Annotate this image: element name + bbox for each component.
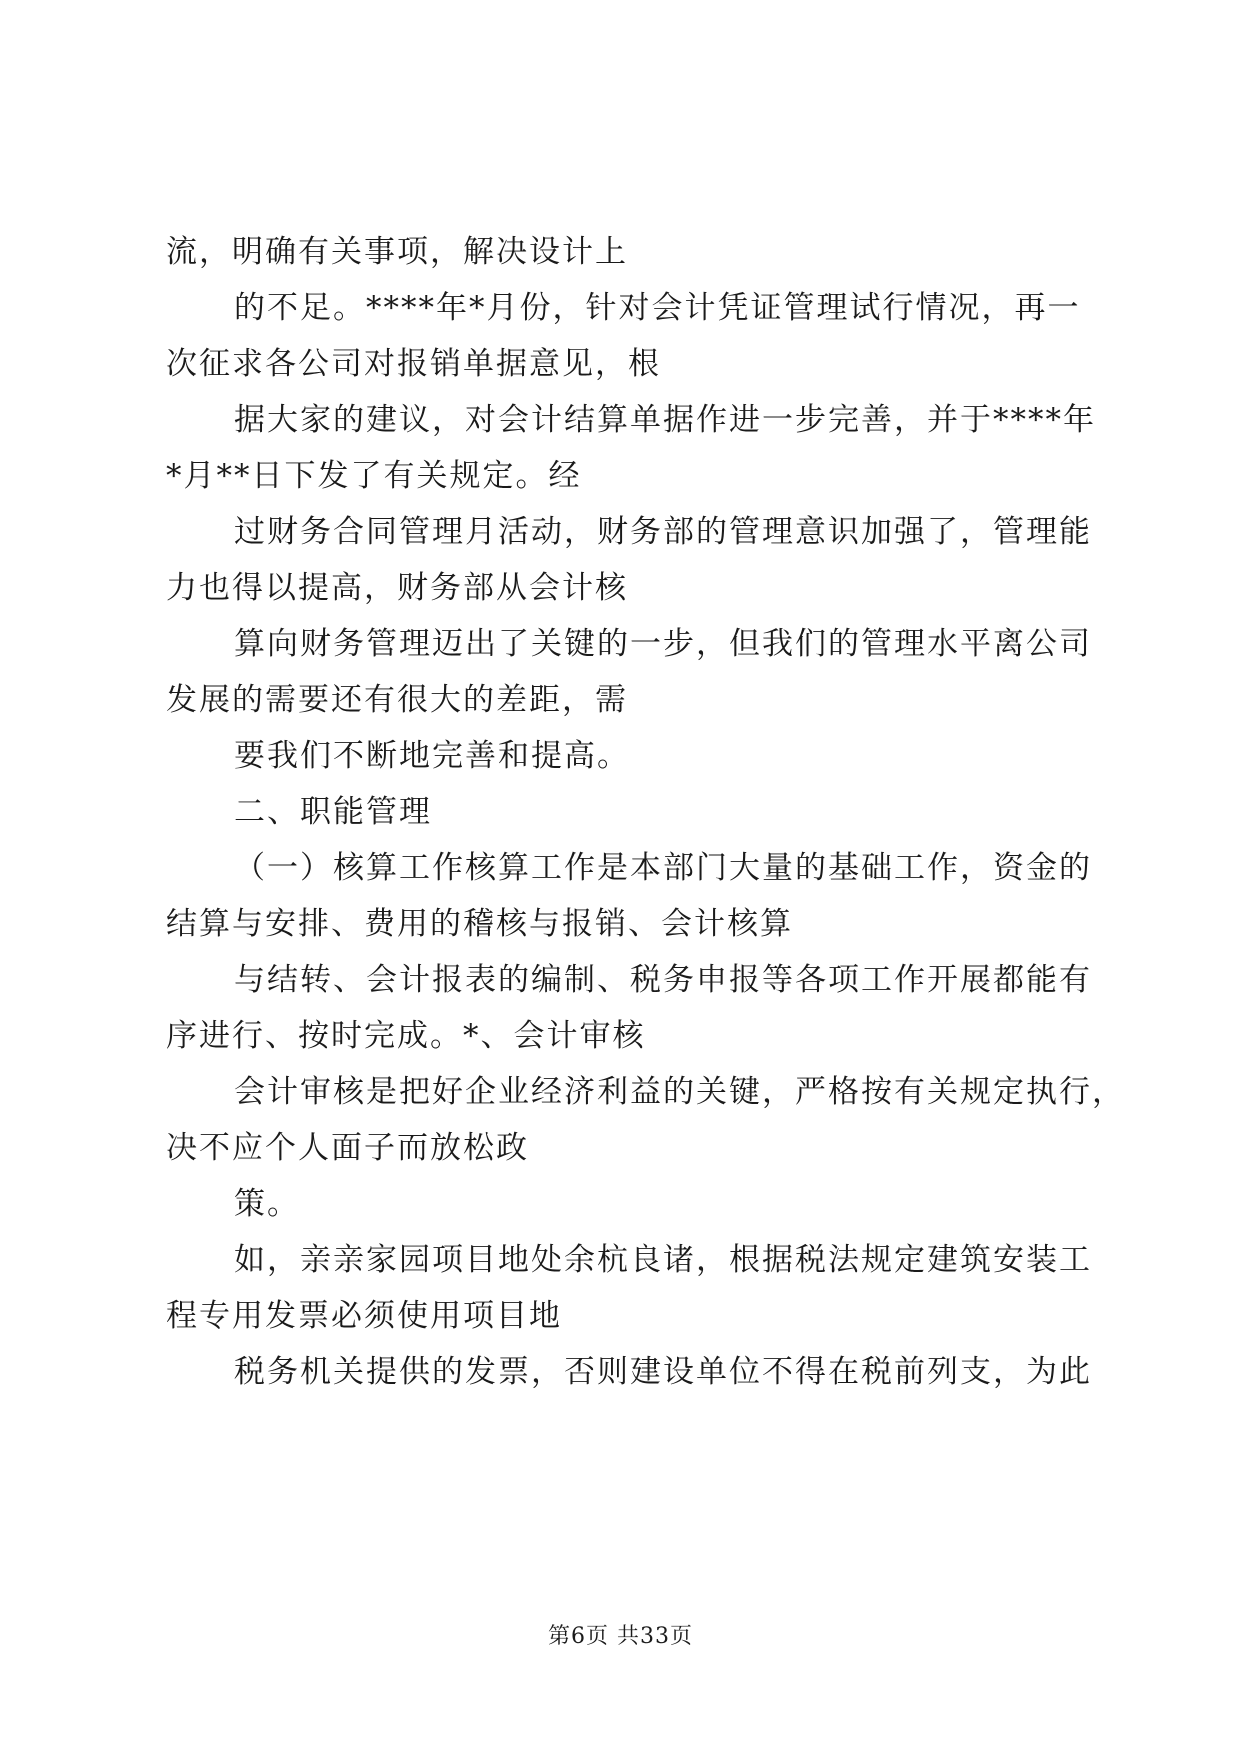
text-line: 与结转、会计报表的编制、税务申报等各项工作开展都能有 [234, 962, 1092, 998]
text-line: 序进行、按时完成。*、会计审核 [166, 1018, 646, 1054]
text-line: 如，亲亲家园项目地处余杭良诸，根据税法规定建筑安装工 [234, 1242, 1092, 1278]
text-line: 据大家的建议，对会计结算单据作进一步完善，并于****年 [234, 402, 1096, 438]
text-line: 决不应个人面子而放松政 [166, 1130, 529, 1166]
text-line: 程专用发票必须使用项目地 [166, 1298, 562, 1334]
text-line: 策。 [234, 1186, 300, 1222]
text-line: *月**日下发了有关规定。经 [166, 458, 582, 494]
text-line: 发展的需要还有很大的差距，需 [166, 682, 628, 718]
text-line: 力也得以提高，财务部从会计核 [166, 570, 628, 606]
text-line: 过财务合同管理月活动，财务部的管理意识加强了，管理能 [234, 514, 1092, 550]
text-line: 的不足。****年*月份，针对会计凭证管理试行情况，再一 [234, 290, 1081, 326]
text-line: 流，明确有关事项，解决设计上 [166, 234, 628, 270]
text-line: 结算与安排、费用的稽核与报销、会计核算 [166, 906, 793, 942]
page-number-footer: 第6页 共33页 [548, 1624, 693, 1649]
text-line: 会计审核是把好企业经济利益的关键，严格按有关规定执行， [234, 1074, 1125, 1110]
text-line: （一）核算工作核算工作是本部门大量的基础工作，资金的 [234, 850, 1092, 886]
text-line: 算向财务管理迈出了关键的一步，但我们的管理水平离公司 [234, 626, 1092, 662]
section-heading: 二、职能管理 [234, 794, 432, 830]
text-line: 税务机关提供的发票，否则建设单位不得在税前列支，为此 [234, 1354, 1092, 1390]
text-line: 次征求各公司对报销单据意见，根 [166, 346, 661, 382]
text-line: 要我们不断地完善和提高。 [234, 738, 630, 774]
